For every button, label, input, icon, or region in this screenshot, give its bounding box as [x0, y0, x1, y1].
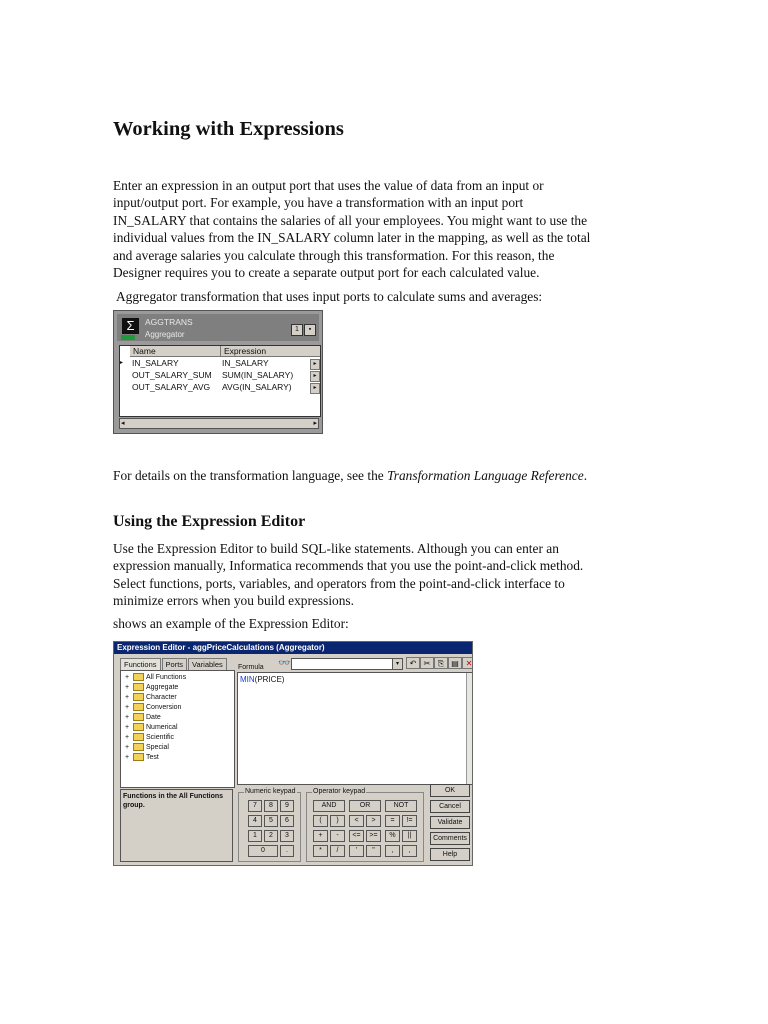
operator-key[interactable]: ': [349, 845, 364, 857]
keypad-key[interactable]: 2: [264, 830, 278, 842]
operator-key[interactable]: >=: [366, 830, 381, 842]
operator-key[interactable]: (: [313, 815, 328, 827]
operator-key[interactable]: ,: [385, 845, 400, 857]
function-description: Functions in the All Functions group.: [120, 789, 233, 862]
operator-key[interactable]: ||: [402, 830, 417, 842]
page-title: Working with Expressions: [113, 118, 344, 140]
folder-icon: [133, 753, 144, 761]
operator-key[interactable]: <: [349, 815, 364, 827]
tree-item-label: Test: [146, 754, 159, 761]
expand-icon[interactable]: +: [125, 684, 130, 691]
operator-key[interactable]: OR: [349, 800, 381, 812]
tree-item[interactable]: [125, 693, 177, 702]
keypad-key[interactable]: 8: [264, 800, 278, 812]
formula-label: Formula: [238, 664, 264, 671]
operator-key[interactable]: !=: [402, 815, 417, 827]
tree-item[interactable]: [125, 713, 161, 722]
row-arrow-icon: ▸: [120, 360, 124, 366]
port-expression: AVG(IN_SALARY): [222, 382, 292, 392]
expand-icon[interactable]: +: [125, 724, 130, 731]
row-expand-icon[interactable]: ▸: [310, 371, 320, 382]
editor-tabs: [120, 658, 228, 670]
port-expression: IN_SALARY: [222, 358, 269, 368]
formula-keyword: MIN: [240, 675, 255, 684]
tree-item-label: Special: [146, 744, 169, 751]
operator-key[interactable]: -: [330, 830, 345, 842]
expand-icon[interactable]: +: [125, 694, 130, 701]
help-button[interactable]: Help: [430, 848, 470, 861]
tree-item[interactable]: [125, 743, 169, 752]
operator-key[interactable]: %: [385, 830, 400, 842]
tree-item-label: Numerical: [146, 724, 178, 731]
keypad-key[interactable]: 5: [264, 815, 278, 827]
keypad-key[interactable]: 6: [280, 815, 294, 827]
aggregator-horizontal-scrollbar[interactable]: [119, 418, 319, 429]
port-expression: SUM(IN_SALARY): [222, 370, 294, 380]
tree-item-label: All Functions: [146, 674, 187, 681]
operator-key[interactable]: +: [313, 830, 328, 842]
folder-icon: [133, 723, 144, 731]
operator-key[interactable]: <=: [349, 830, 364, 842]
aggregator-sigma-icon: Σ: [122, 318, 139, 334]
aggregator-minimize-button[interactable]: ▪: [304, 324, 316, 336]
formula-search-combo[interactable]: [291, 658, 403, 670]
scroll-left-icon[interactable]: ◂: [121, 420, 125, 427]
tab-variables[interactable]: Variables: [188, 658, 227, 670]
ok-button[interactable]: OK: [430, 784, 470, 797]
operator-key[interactable]: ): [330, 815, 345, 827]
operator-key[interactable]: *: [313, 845, 328, 857]
tree-item-label: Date: [146, 714, 161, 721]
aggregator-title-bar: [117, 314, 319, 341]
undo-icon[interactable]: ↶: [406, 657, 420, 669]
tab-ports[interactable]: Ports: [162, 658, 188, 670]
operator-key[interactable]: NOT: [385, 800, 417, 812]
expand-icon[interactable]: +: [125, 754, 130, 761]
comments-button[interactable]: Comments: [430, 832, 470, 845]
expand-icon[interactable]: +: [125, 734, 130, 741]
table-row[interactable]: [120, 369, 320, 381]
port-name: IN_SALARY: [132, 358, 179, 368]
tree-item[interactable]: [125, 733, 174, 742]
table-row[interactable]: [120, 381, 320, 393]
operator-keypad: [306, 788, 424, 862]
folder-icon: [133, 693, 144, 701]
column-header-name: Name: [130, 346, 220, 357]
operator-key[interactable]: /: [330, 845, 345, 857]
formula-text: [240, 675, 284, 684]
keypad-key[interactable]: 4: [248, 815, 262, 827]
aggregator-status-icon: [121, 335, 135, 340]
port-name: OUT_SALARY_SUM: [132, 370, 212, 380]
row-expand-icon[interactable]: ▸: [310, 383, 320, 394]
tree-item[interactable]: [125, 753, 159, 762]
reference-paragraph: [113, 467, 658, 484]
keypad-key[interactable]: 7: [248, 800, 262, 812]
text-line: expression manually, Informatica recommends that you use the point-and-click method.: [113, 558, 584, 574]
text-line: input/output port. For example, you have a transformation with an input port: [113, 195, 524, 211]
aggregator-type: Aggregator: [145, 330, 185, 339]
aggregator-port-grid: [119, 345, 321, 417]
numeric-keypad: [238, 788, 301, 862]
aggregator-caption: Aggregator transformation that uses input ports to calculate sums and averages:: [116, 289, 543, 304]
keypad-key[interactable]: 1: [248, 830, 262, 842]
operator-key[interactable]: AND: [313, 800, 345, 812]
function-tree: [120, 670, 235, 788]
text-line: individual values from the IN_SALARY column later in the mapping, as well as the total: [113, 230, 591, 246]
formula-argument: (PRICE): [254, 675, 285, 684]
text-line: minimize errors when you build expressions.: [113, 593, 354, 609]
expand-icon[interactable]: +: [125, 704, 130, 711]
aggregator-number-button[interactable]: 1: [291, 324, 303, 336]
folder-icon: [133, 683, 144, 691]
keypad-key[interactable]: 9: [280, 800, 294, 812]
tree-item[interactable]: [125, 703, 181, 712]
aggregator-figure: [113, 310, 323, 434]
paste-icon[interactable]: ▤: [448, 657, 462, 669]
tree-item[interactable]: [125, 683, 178, 692]
expression-editor-figure: [113, 641, 473, 866]
port-name: OUT_SALARY_AVG: [132, 382, 211, 392]
expand-icon[interactable]: +: [125, 744, 130, 751]
numeric-keypad-label: Numeric keypad: [245, 788, 296, 795]
operator-key[interactable]: >: [366, 815, 381, 827]
folder-icon: [133, 733, 144, 741]
folder-icon: [133, 673, 144, 681]
folder-icon: [133, 713, 144, 721]
keypad-key[interactable]: 0: [248, 845, 278, 857]
chevron-down-icon[interactable]: ▾: [392, 659, 402, 669]
scroll-right-icon[interactable]: ▸: [313, 420, 317, 427]
operator-key[interactable]: ": [366, 845, 381, 857]
cut-icon[interactable]: ✂: [420, 657, 434, 669]
text-line: Designer requires you to create a separate output port for each calculated value.: [113, 265, 540, 281]
tree-item[interactable]: [125, 723, 178, 732]
keypad-key[interactable]: 3: [280, 830, 294, 842]
folder-icon: [133, 743, 144, 751]
tree-item-label: Aggregate: [146, 684, 179, 691]
row-expand-icon[interactable]: ▸: [310, 359, 320, 370]
tab-functions[interactable]: Functions: [120, 658, 161, 670]
text-line: Enter an expression in an output port that uses the value of data from an input or: [113, 178, 544, 193]
operator-key[interactable]: =: [385, 815, 400, 827]
reference-title: Transformation Language Reference: [387, 468, 584, 483]
formula-editor[interactable]: [237, 672, 473, 785]
text-line: Use the Expression Editor to build SQL-like statements. Although you can enter an: [113, 541, 559, 556]
keypad-key[interactable]: .: [280, 845, 294, 857]
reference-prefix: For details on the transformation language, see the: [113, 468, 388, 483]
operator-key[interactable]: ,: [402, 845, 417, 857]
expand-icon[interactable]: +: [125, 674, 130, 681]
folder-icon: [133, 703, 144, 711]
text-line: and average salaries you calculate through this transformation. For this reason, the: [113, 247, 555, 263]
text-line: Select functions, ports, variables, and operators from the point-and-click interface to: [113, 575, 565, 591]
cancel-button[interactable]: Cancel: [430, 800, 470, 813]
section-heading: Using the Expression Editor: [113, 513, 306, 530]
tree-item-label: Character: [146, 694, 177, 701]
editor-title-bar: Expression Editor - aggPriceCalculations (Aggregator): [114, 642, 473, 654]
editor-paragraph: [113, 540, 658, 610]
delete-icon[interactable]: ✕: [462, 657, 473, 669]
tree-item-label: Scientific: [146, 734, 175, 741]
validate-button[interactable]: Validate: [430, 816, 470, 829]
table-row[interactable]: [120, 357, 320, 369]
column-header-expression: Expression: [220, 346, 310, 357]
editor-caption: shows an example of the Expression Editor:: [113, 616, 349, 631]
aggregator-name: AGGTRANS: [145, 317, 193, 327]
expand-icon[interactable]: +: [125, 714, 130, 721]
text-line: IN_SALARY that contains the salaries of all your employees. You might want to use the: [113, 212, 588, 228]
intro-paragraph: [113, 177, 658, 281]
binoculars-icon[interactable]: 👓: [278, 658, 291, 669]
tree-item-label: Conversion: [146, 704, 182, 711]
operator-keypad-label: Operator keypad: [313, 788, 366, 795]
copy-icon[interactable]: ⎘: [434, 657, 448, 669]
formula-vertical-scrollbar[interactable]: [466, 673, 473, 784]
tree-item[interactable]: [125, 673, 186, 682]
reference-suffix: .: [583, 468, 588, 483]
